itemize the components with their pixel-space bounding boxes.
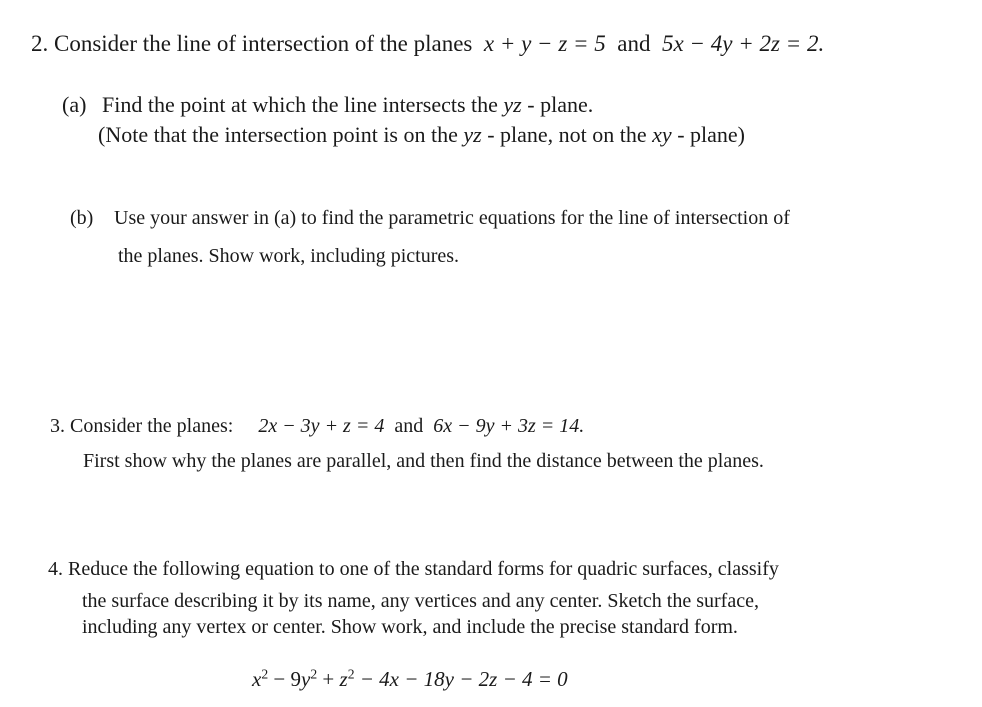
q2a-note-end: - plane) (677, 122, 745, 147)
q4-eq-z-exp: 2 (347, 666, 355, 682)
q4-eq-y-exp: 2 (310, 666, 318, 682)
q2-connector: and (617, 31, 651, 56)
q4-eq-x-exp: 2 (261, 666, 269, 682)
q3-plane2: 6x − 9y + 3z = 14. (433, 415, 585, 437)
q4-line3: including any vertex or center. Show work, and include the precise standard form. (82, 616, 738, 638)
q2a-line1-end: - plane. (527, 92, 594, 117)
q3-stem-text: 3. Consider the planes: (50, 415, 234, 437)
q2-stem (31, 32, 824, 55)
q3-line2: First show why the planes are parallel, and then find the distance between the planes. (83, 450, 764, 472)
q2-stem-text: 2. Consider the line of intersection of the planes (31, 31, 473, 56)
q2a-note (98, 124, 745, 146)
q2a-label: (a) (62, 92, 87, 117)
q2a-note-open: (Note that the intersection point is on the (98, 122, 458, 147)
q4-line1: 4. Reduce the following equation to one of the standard forms for quadric surfaces, classify (48, 558, 779, 580)
q4-eq-y-base: y (301, 667, 311, 691)
q2a-note-var2: xy (652, 122, 672, 147)
q2-plane2: 5x − 4y + 2z = 2. (662, 31, 825, 56)
q3-connector: and (394, 415, 424, 437)
q2a-line1-var: yz (503, 92, 522, 117)
q4-line2: the surface describing it by its name, any vertices and any center. Sketch the surface, (82, 590, 759, 612)
q2a-line1-text: Find the point at which the line intersects the (102, 92, 498, 117)
q4-eq-mid1: − 9 (268, 667, 301, 691)
q3-stem (50, 416, 584, 436)
q2b-line2: the planes. Show work, including pictures. (118, 245, 460, 267)
q2a-note-mid: - plane, not on the (487, 122, 647, 147)
q2b-label: (b) (70, 207, 94, 229)
q2-plane1: x + y − z = 5 (483, 31, 606, 56)
q4-eq-x-base: x (252, 667, 262, 691)
q4-eq-rest: − 4x − 18y − 2z − 4 = 0 (354, 667, 568, 691)
q2a-line1 (102, 94, 593, 116)
q4-equation (252, 666, 568, 691)
q2a-note-var1: yz (463, 122, 482, 147)
q4-eq-z-base: z (339, 667, 348, 691)
q2b-line1: Use your answer in (a) to find the parametric equations for the line of intersection of (114, 207, 790, 229)
q3-plane1: 2x − 3y + z = 4 (258, 415, 385, 437)
q4-eq-mid2: + (317, 667, 340, 691)
